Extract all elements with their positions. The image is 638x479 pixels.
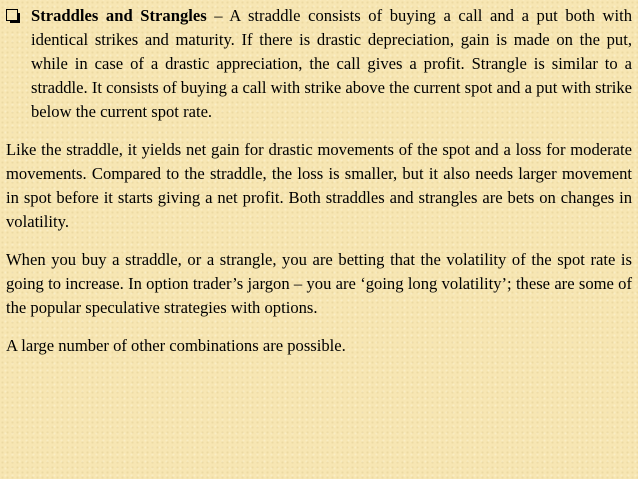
bullet-text: – A straddle consists of buying a call and a put both with identical strikes and maturity. If there is drastic depreciation, gain is made on the put, while in case of a drastic appreciation, the call gives a profit. Strangle is similar to a straddle. It consists of buying a call with strike above the current spot and a put with strike below the current spot rate.: [31, 6, 632, 121]
checkbox-square-icon: [6, 9, 18, 21]
paragraph-straddle-comparison: Like the straddle, it yields net gain for drastic movements of the spot and a loss for moderate movements. Compared to the straddle, the loss is smaller, but it also needs larger movement in spot before it starts giving a net profit. Both straddles and strangles are bets on changes in volatility.: [6, 140, 632, 231]
slide-content: [6, 4, 632, 372]
bullet-term: Straddles and Strangles: [31, 6, 207, 25]
paragraph-combinations: A large number of other combinations are possible.: [6, 336, 346, 355]
paragraph-volatility: When you buy a straddle, or a strangle, you are betting that the volatility of the spot rate is going to increase. In option trader’s jargon – you are ‘going long volatility’; these are some of the popular speculative strategies with options.: [6, 250, 632, 317]
bullet-paragraph: [6, 4, 632, 124]
